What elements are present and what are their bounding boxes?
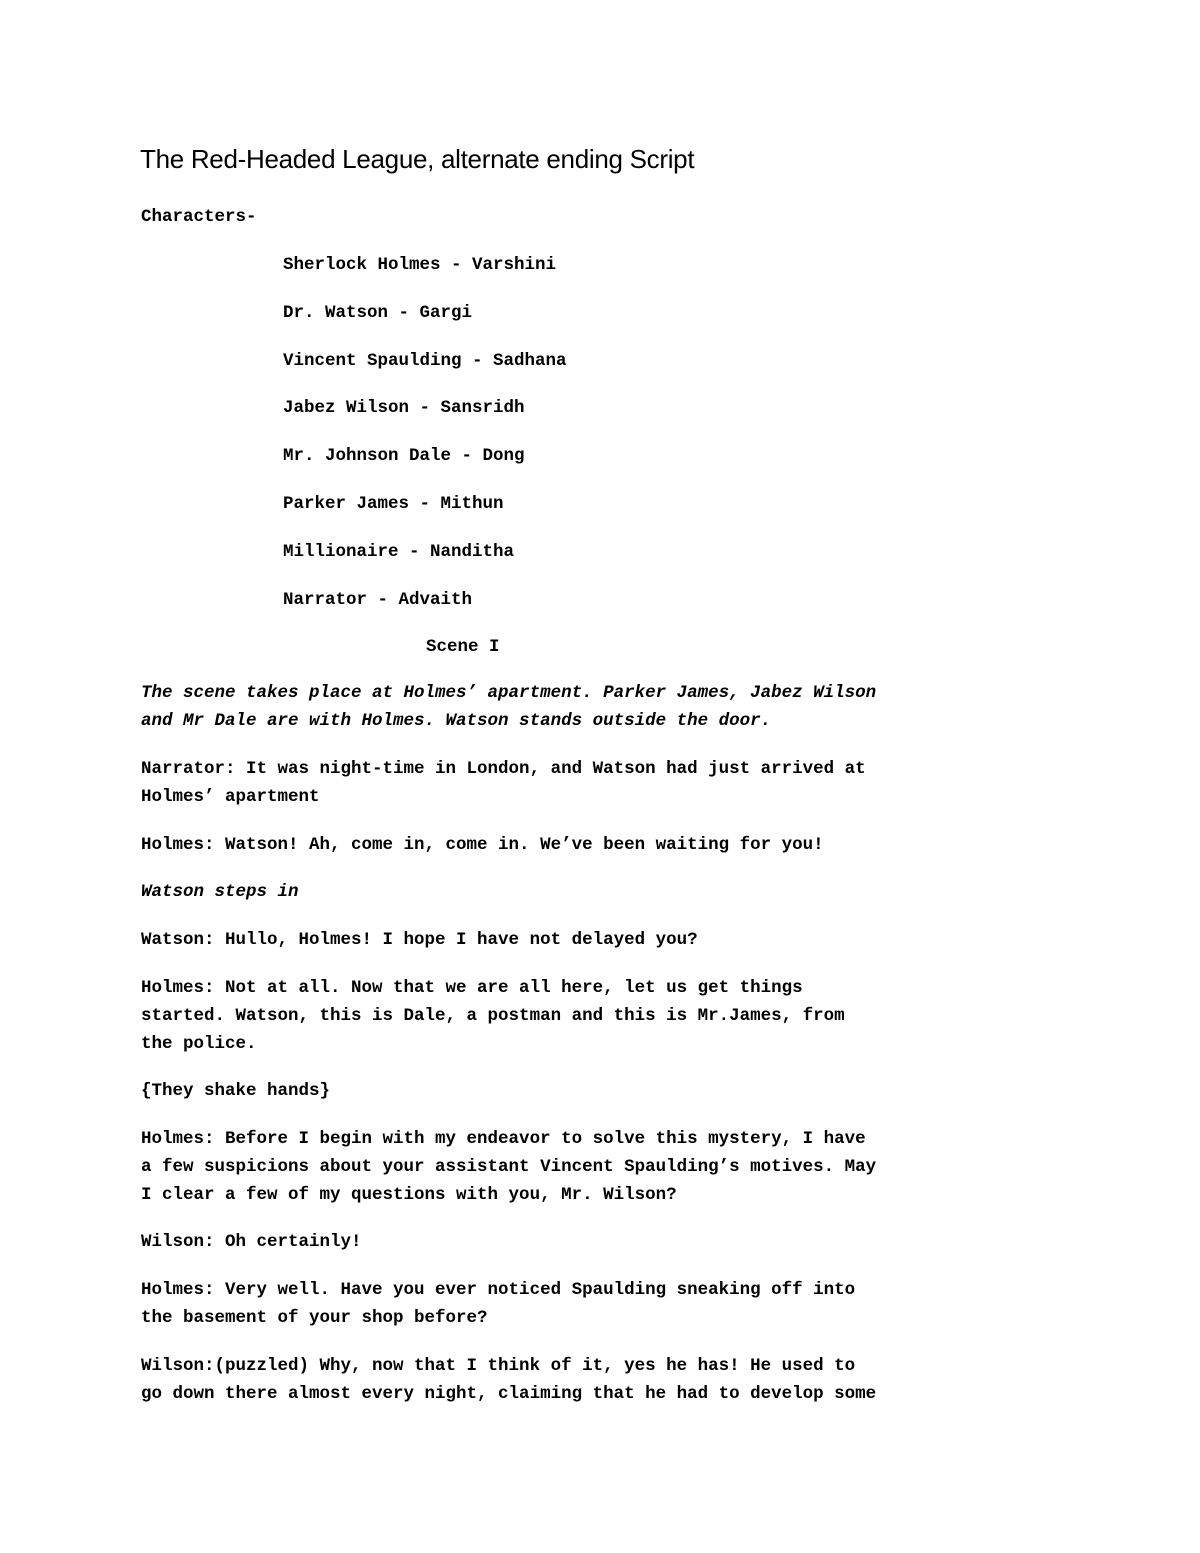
dialogue-line: Wilson:(puzzled) Why, now that I think of it, yes he has! He used to go down there almost every night, claiming that he had to develop some xyxy=(141,1356,877,1404)
dialogue-line: Narrator: It was night-time in London, and Watson had just arrived at Holmes’ apartment xyxy=(141,759,866,807)
cast-entry: Narrator - Advaith xyxy=(283,589,473,610)
cast-entry: Parker James - Mithun xyxy=(283,493,504,514)
dialogue-line: Holmes: Watson! Ah, come in, come in. We’ve been waiting for you! xyxy=(141,835,824,855)
cast-entry: Sherlock Holmes - Varshini xyxy=(283,255,557,275)
cast-entry: Jabez Wilson - Sansridh xyxy=(283,398,525,419)
dialogue-line: Watson: Hullo, Holmes! I hope I have not delayed you? xyxy=(141,930,698,950)
cast-entry: Mr. Johnson Dale - Dong xyxy=(283,446,525,467)
cast-entry: Millionaire - Nanditha xyxy=(283,541,515,562)
dialogue-line: Holmes: Not at all. Now that we are all here, let us get things started. Watson, this is Dale, a postman and this is Mr.James, from the police. xyxy=(141,978,845,1054)
stage-direction: The scene takes place at Holmes’ apartment. Parker James, Jabez Wilson and Mr Dale are with Holmes. Watson stands outside the door. xyxy=(141,683,877,731)
stage-direction: {They shake hands} xyxy=(141,1081,331,1101)
dialogue-line: Holmes: Before I begin with my endeavor to solve this mystery, I have a few suspicions about your assistant Vincent Spaulding’s motives. May I clear a few of my questions with you, Mr. Wilson? xyxy=(141,1129,877,1205)
scene-heading: Scene I xyxy=(426,637,500,657)
document-title: The Red-Headed League, alternate ending Script xyxy=(140,144,695,174)
dialogue-line: Holmes: Very well. Have you ever noticed Spaulding sneaking off into the basement of your shop before? xyxy=(141,1280,856,1328)
stage-direction: Watson steps in xyxy=(141,882,299,902)
cast-entry: Dr. Watson - Gargi xyxy=(283,302,473,323)
cast-list xyxy=(283,251,567,633)
cast-entry: Vincent Spaulding - Sadhana xyxy=(283,350,567,371)
characters-label: Characters- xyxy=(141,207,257,227)
dialogue-line: Wilson: Oh certainly! xyxy=(141,1232,362,1252)
